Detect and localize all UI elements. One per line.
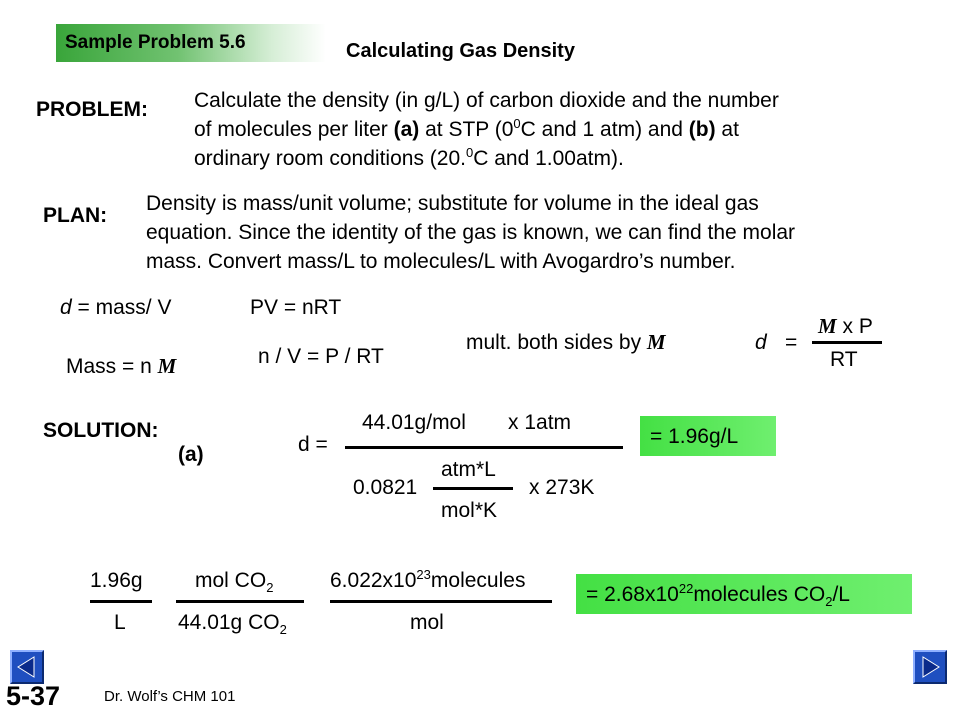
fraction-numerator: M x P <box>818 314 873 338</box>
plan-text <box>146 189 795 276</box>
plan-line-3: mass. Convert mass/L to molecules/L with Avogardro’s number. <box>146 250 736 273</box>
course-footer: Dr. Wolf’s CHM 101 <box>104 688 236 705</box>
unit-fraction-bar <box>433 487 513 490</box>
triangle-left-icon <box>12 652 42 682</box>
factor-1-bar <box>90 600 152 603</box>
plan-line-1: Density is mass/unit volume; substitute for volume in the ideal gas <box>146 192 759 215</box>
main-fraction-bar <box>345 446 623 449</box>
multiply-step: mult. both sides by M <box>466 330 666 354</box>
triangle-right-icon <box>915 652 945 682</box>
forward-button[interactable] <box>913 650 947 684</box>
page-title: Calculating Gas Density <box>346 40 575 62</box>
problem-label: PROBLEM: <box>36 98 148 121</box>
mass-equation: Mass = n M <box>66 354 177 378</box>
solution-label: SOLUTION: <box>43 419 159 442</box>
plan-label: PLAN: <box>43 204 108 227</box>
sample-problem-label: Sample Problem 5.6 <box>65 32 246 53</box>
factor-1-numerator: 1.96g <box>90 569 143 592</box>
problem-line-3: ordinary room conditions (20.$^0$C and 1.00atm). <box>194 145 624 170</box>
fraction-bar <box>812 341 882 344</box>
density-symbol: d <box>755 331 767 354</box>
back-button[interactable] <box>10 650 44 684</box>
density-result: = 1.96g/L <box>650 425 739 448</box>
density-equals: d = <box>298 433 328 456</box>
gas-constant-value: 0.0821 <box>353 476 418 499</box>
denominator-temperature: x 273K <box>529 476 595 499</box>
factor-3-bar <box>330 600 552 603</box>
factor-2-numerator: mol $CO_2$ <box>195 569 274 596</box>
numerator-molar-mass: 44.01g/mol <box>362 411 466 434</box>
ideal-gas-law: PV = nRT <box>250 296 342 319</box>
factor-1-denominator: L <box>114 611 126 634</box>
density-result-box <box>640 416 776 456</box>
problem-line-1: Calculate the density (in g/L) of carbon dioxide and the number <box>194 89 779 112</box>
plan-line-2: equation. Since the identity of the gas is known, we can find the molar <box>146 221 796 244</box>
factor-2-denominator: 44.01g $CO_2$ <box>178 611 287 638</box>
fraction-denominator: RT <box>830 348 858 371</box>
problem-text <box>194 86 779 173</box>
gas-constant-units-bottom: mol*K <box>441 499 498 522</box>
factor-2-bar <box>176 600 304 603</box>
n-over-v-equation: n / V = P / RT <box>258 345 384 368</box>
gas-constant-units-top: atm*L <box>441 458 496 481</box>
numerator-pressure: x 1atm <box>508 411 572 434</box>
slide-number: 5-37 <box>6 681 61 711</box>
density-definition: d = mass/ V <box>60 296 172 319</box>
molecules-result-box <box>576 574 912 614</box>
problem-line-2: of molecules per liter (a) at STP ($0^0C$ and 1 atm) and (b) at <box>194 116 739 141</box>
factor-3-numerator: $6.022x10^{23}molecules$ <box>330 567 526 592</box>
sample-problem-badge <box>56 24 326 62</box>
molecules-result: = $2.68x10^{22}molecules$ $CO_2/L$ <box>586 581 850 610</box>
factor-3-denominator: mol <box>410 611 444 634</box>
equals-sign: = <box>785 331 798 354</box>
part-a-label: (a) <box>178 443 204 466</box>
